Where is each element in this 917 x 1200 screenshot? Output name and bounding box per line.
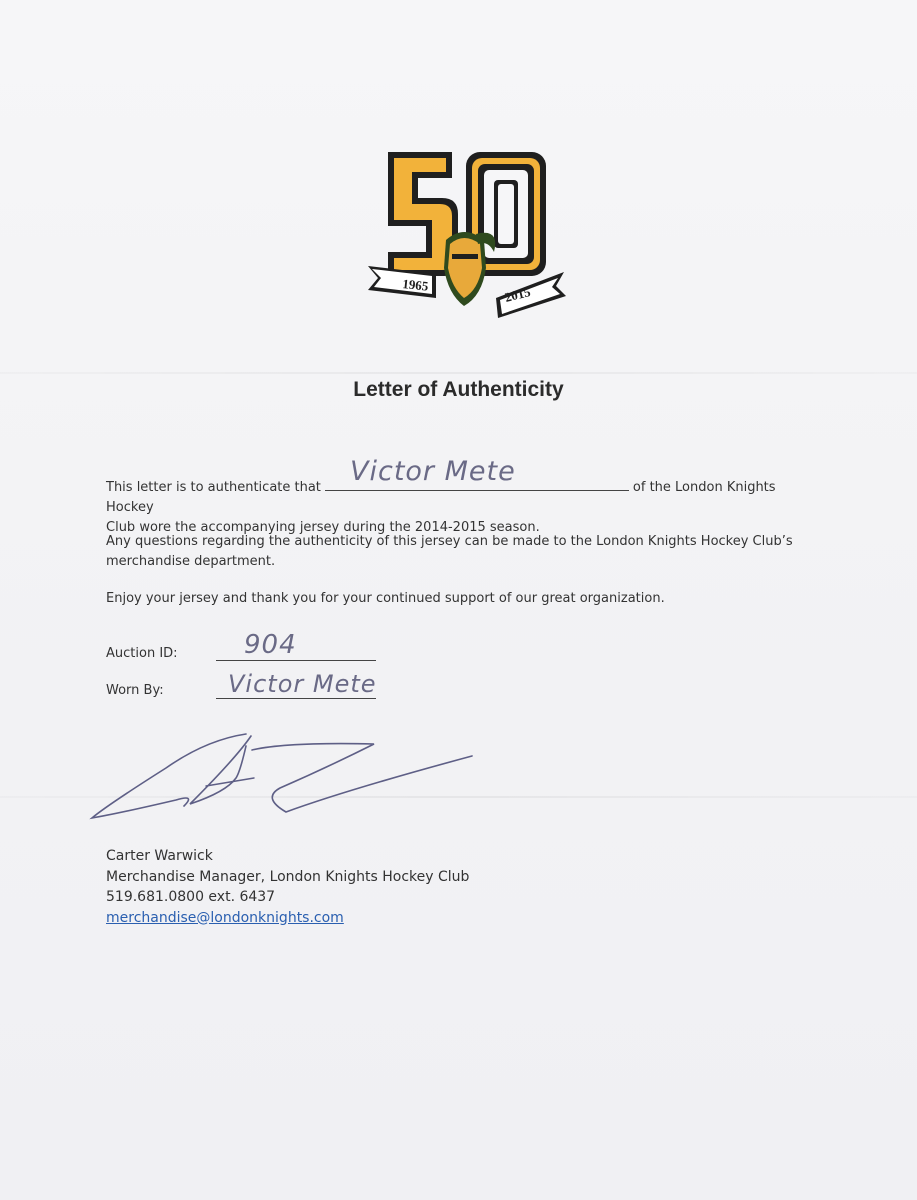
signature-block xyxy=(106,846,469,928)
anniversary-logo xyxy=(366,148,568,318)
worn-by-label: Worn By: xyxy=(106,683,164,698)
authentication-text-after: of the London Knights Hockey xyxy=(106,480,776,515)
signer-name: Carter Warwick xyxy=(106,848,213,864)
signer-phone: 519.681.0800 ext. 6437 xyxy=(106,889,276,905)
auction-id-value: 904 xyxy=(244,630,297,660)
handwritten-player-name: Victor Mete xyxy=(350,456,516,487)
page-title: Letter of Authenticity xyxy=(353,378,564,401)
auction-id-line xyxy=(216,660,376,661)
authentication-text-line2: Club wore the accompanying jersey during the 2014-2015 season. xyxy=(106,520,540,535)
authentication-text-before: This letter is to authenticate that xyxy=(106,480,321,495)
logo-year-end: 2015 xyxy=(503,284,532,305)
thanks-paragraph: Enjoy your jersey and thank you for your continued support of our great organization. xyxy=(106,591,665,606)
questions-paragraph: Any questions regarding the authenticity of this jersey can be made to the London Knights Hockey Club’s merchandise department. xyxy=(106,534,793,569)
signer-email-link[interactable]: merchandise@londonknights.com xyxy=(106,909,344,926)
handwritten-signature xyxy=(86,728,486,828)
logo-year-start: 1965 xyxy=(401,276,430,294)
paper-fold xyxy=(0,372,917,374)
auction-id-label: Auction ID: xyxy=(106,646,178,661)
worn-by-line xyxy=(216,698,376,699)
worn-by-value: Victor Mete xyxy=(228,670,377,698)
signer-position: Merchandise Manager, London Knights Hockey Club xyxy=(106,868,470,885)
